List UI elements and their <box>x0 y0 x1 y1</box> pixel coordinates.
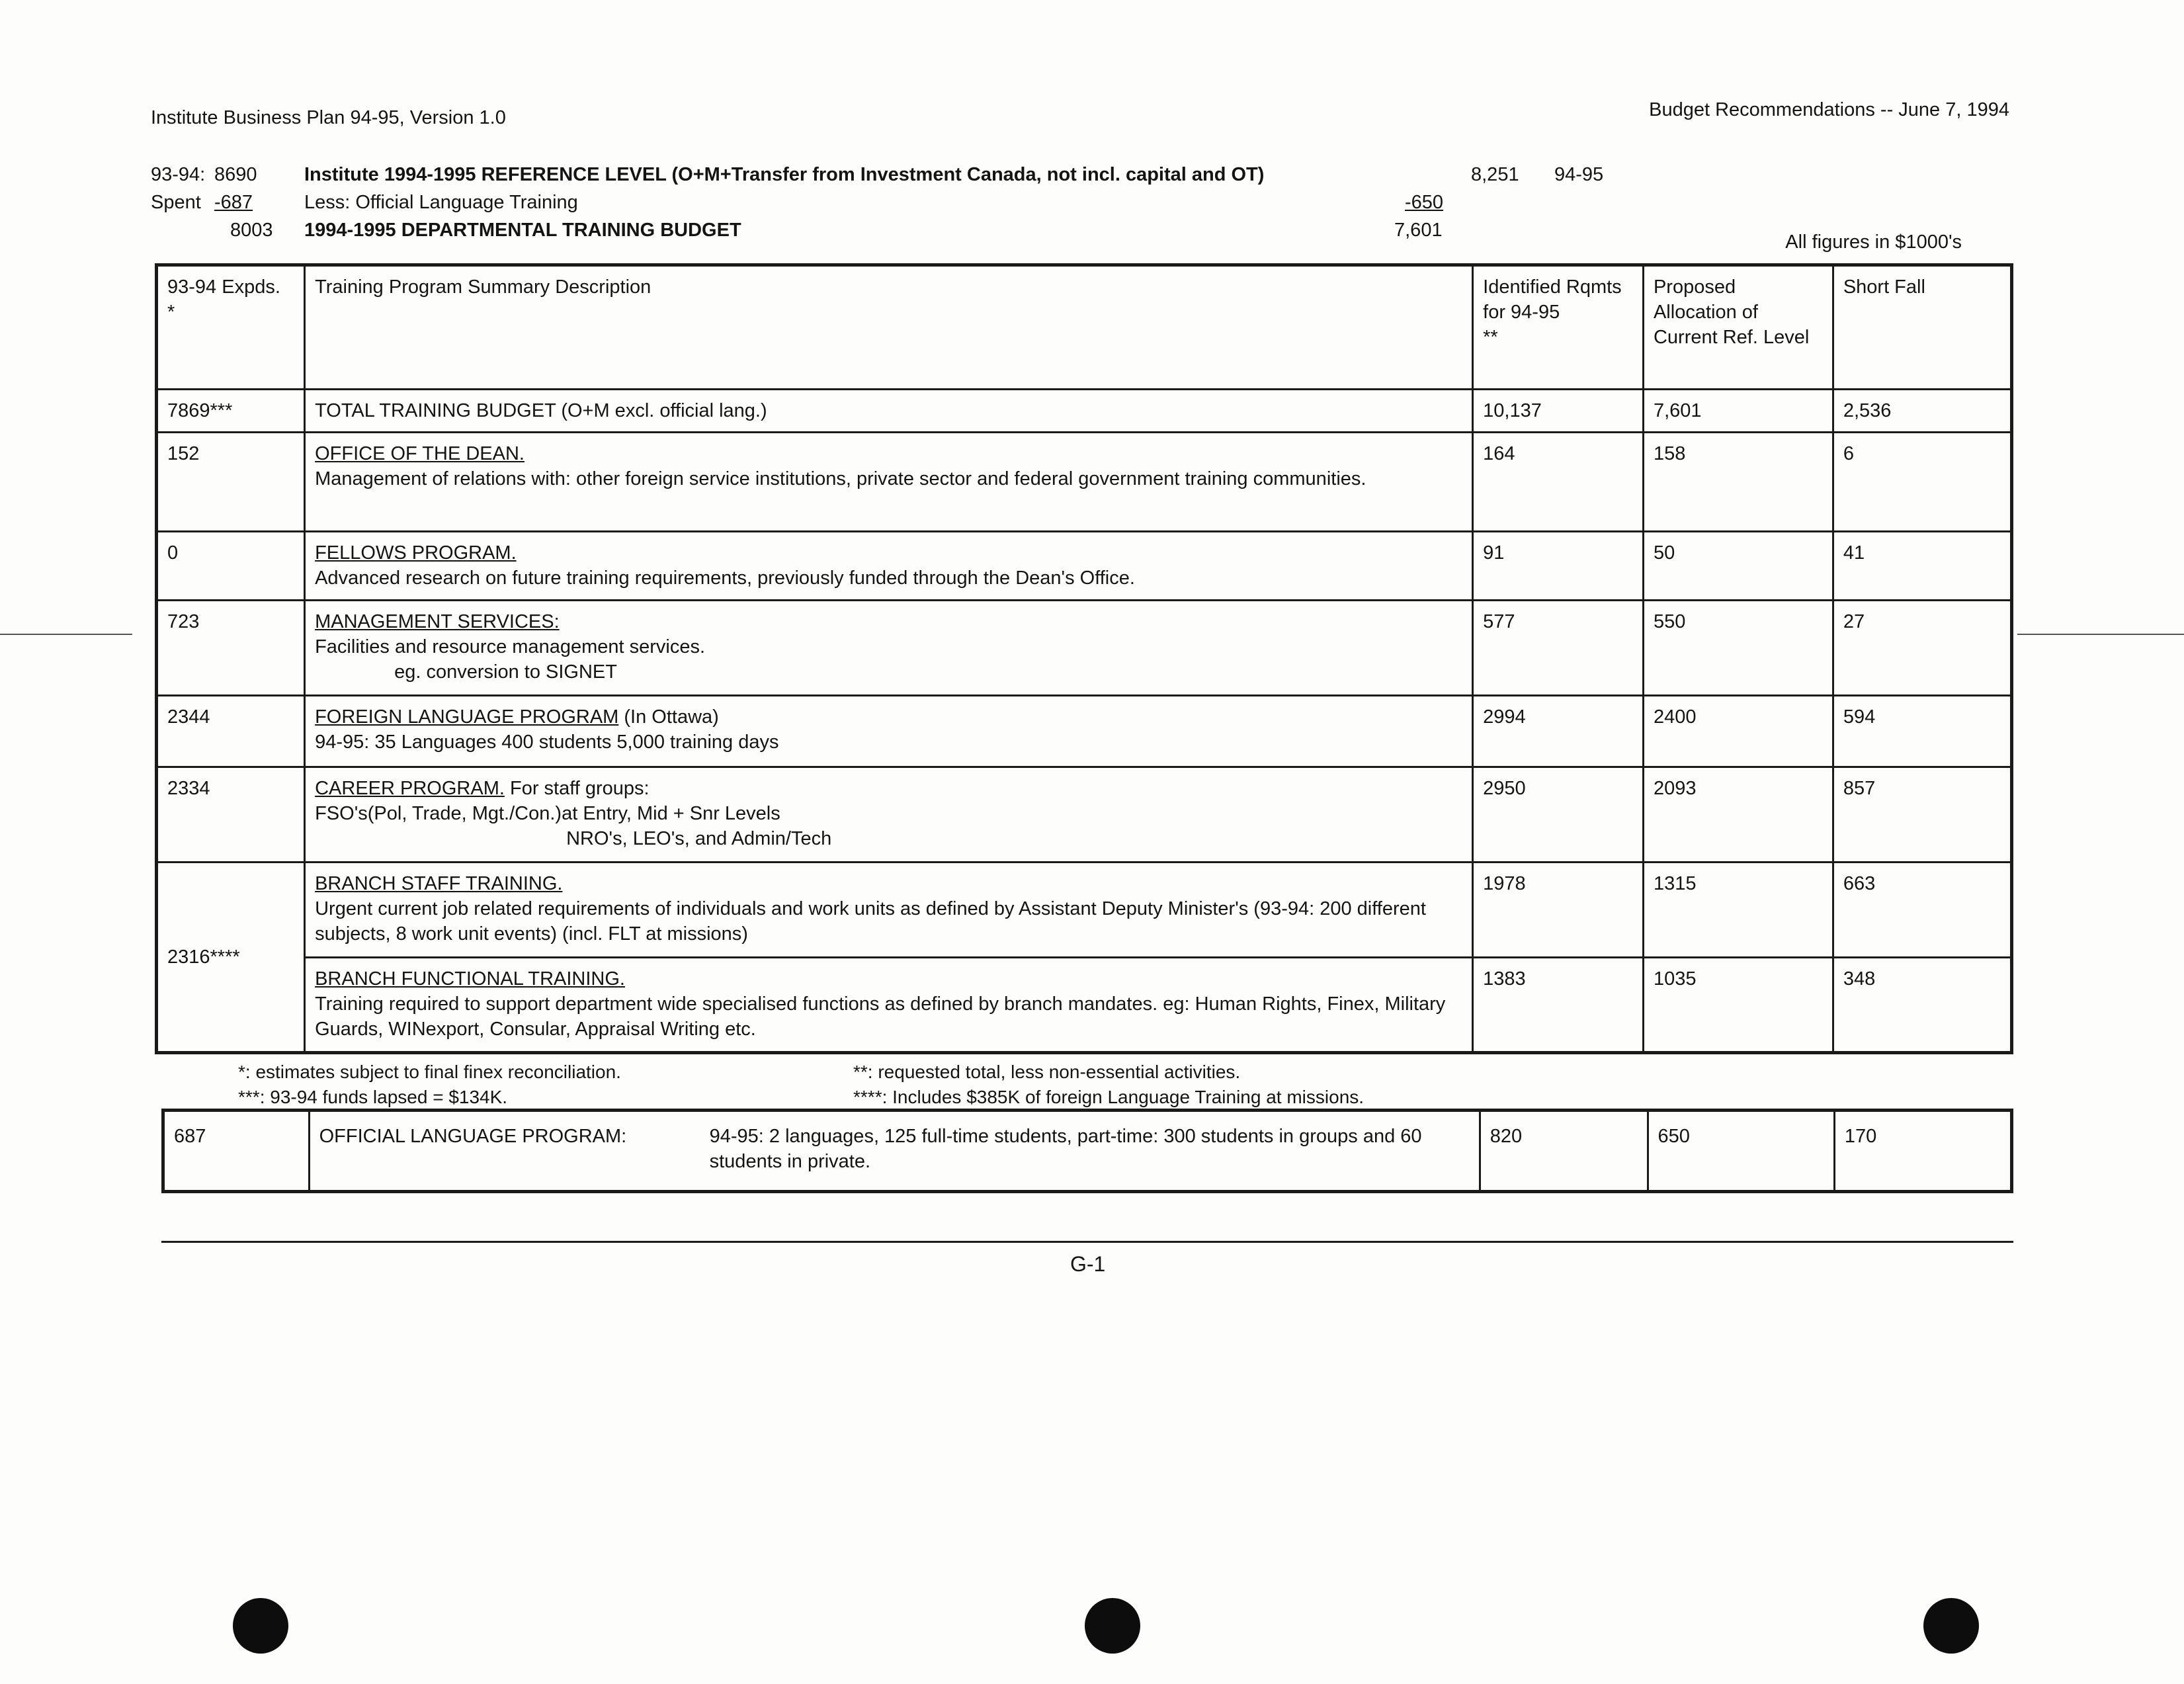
margin-dash-left <box>0 634 132 635</box>
table-row <box>157 696 2012 767</box>
program-detail: eg. conversion to SIGNET <box>394 661 617 683</box>
header-identified-mark: ** <box>1483 327 1498 348</box>
table-row <box>157 767 2012 863</box>
row-identified: 2950 <box>1473 767 1644 863</box>
punch-hole-left <box>233 1598 288 1654</box>
document-header-left: Institute Business Plan 94-95, Version 1.0 <box>151 107 506 128</box>
training-summary-table <box>155 263 2013 1054</box>
row-identified: 1978 <box>1473 863 1644 958</box>
olp-short: 170 <box>1834 1111 2011 1192</box>
row-desc <box>305 863 1473 958</box>
page-number: G-1 <box>1070 1252 1106 1276</box>
header-short-fall: Short Fall <box>1833 265 2011 390</box>
row-desc <box>305 958 1473 1053</box>
table-header-row <box>157 265 2012 390</box>
table-row <box>157 433 2012 532</box>
footer-rule <box>161 1241 2013 1243</box>
row-expds: 2334 <box>157 767 305 863</box>
row-desc <box>305 532 1473 601</box>
row-proposed: 550 <box>1643 601 1833 696</box>
reference-level-block <box>151 164 1659 247</box>
row-proposed: 2093 <box>1643 767 1833 863</box>
official-language-program-table <box>161 1109 2013 1193</box>
row-desc <box>305 601 1473 696</box>
row-short: 594 <box>1833 696 2011 767</box>
table-row <box>157 532 2012 601</box>
olp-desc-cell <box>309 1111 1480 1192</box>
header-description: Training Program Summary Description <box>305 265 1473 390</box>
budget-desc: 1994-1995 DEPARTMENTAL TRAINING BUDGET <box>304 220 741 241</box>
row-desc <box>305 767 1473 863</box>
row-identified: 91 <box>1473 532 1644 601</box>
row-identified: 1383 <box>1473 958 1644 1053</box>
reference-label: 93-94: <box>151 164 206 185</box>
row-expds: 152 <box>157 433 305 532</box>
program-title-suffix: (In Ottawa) <box>624 706 719 728</box>
reference-note: 94-95 <box>1554 164 1604 185</box>
program-title: BRANCH STAFF TRAINING. <box>315 873 563 894</box>
program-title: OFFICE OF THE DEAN. <box>315 443 525 464</box>
row-identified: 164 <box>1473 433 1644 532</box>
less-amount: -650 <box>1405 192 1444 213</box>
total-row <box>157 390 2012 433</box>
olp-proposed: 650 <box>1648 1111 1834 1192</box>
branch-expds: 2316**** <box>157 863 305 1053</box>
program-detail: Training required to support department wide specialised functions as defined by branch mandates. eg: Human Rights, Finex, Military Guards, WINexport, Consular, Appraisal Writing etc. <box>315 993 1446 1040</box>
punch-hole-right <box>1923 1598 1979 1654</box>
program-detail: Facilities and resource management services. <box>315 636 706 657</box>
header-proposed: Proposed Allocation of Current Ref. Level <box>1643 265 1833 390</box>
row-desc <box>305 433 1473 532</box>
row-short: 6 <box>1833 433 2011 532</box>
document-header-right: Budget Recommendations -- June 7, 1994 <box>1649 99 2009 120</box>
budget-row <box>151 220 1659 247</box>
row-short: 663 <box>1833 863 2011 958</box>
row-proposed: 50 <box>1643 532 1833 601</box>
header-expds-mark: * <box>167 302 175 323</box>
olp-label: OFFICIAL LANGUAGE PROGRAM: <box>319 1126 627 1147</box>
table-row <box>163 1111 2012 1192</box>
less-desc: Less: Official Language Training <box>304 192 578 213</box>
row-expds: 2344 <box>157 696 305 767</box>
total-expds: 7869*** <box>157 390 305 433</box>
header-expds: 93-94 Expds. * <box>157 265 305 390</box>
footnote: ****: Includes $385K of foreign Language Training at missions. <box>853 1087 1365 1107</box>
olp-expds: 687 <box>163 1111 310 1192</box>
program-title: BRANCH FUNCTIONAL TRAINING. <box>315 968 625 989</box>
total-short: 2,536 <box>1833 390 2011 433</box>
margin-dash-right <box>2017 634 2184 635</box>
row-identified: 2994 <box>1473 696 1644 767</box>
total-proposed: 7,601 <box>1643 390 1833 433</box>
olp-desc: 94-95: 2 languages, 125 full-time students, part-time: 300 students in groups and 60 students in private. <box>709 1126 1422 1172</box>
program-title: CAREER PROGRAM. <box>315 778 505 799</box>
row-short: 348 <box>1833 958 2011 1053</box>
less-value: -687 <box>214 192 253 213</box>
program-detail: Management of relations with: other foreign service institutions, private sector and federal government training communities. <box>315 468 1366 489</box>
program-detail: 94-95: 35 Languages 400 students 5,000 training days <box>315 732 779 753</box>
header-identified: Identified Rqmts for 94-95 ** <box>1473 265 1644 390</box>
table-row <box>157 958 2012 1053</box>
row-proposed: 1315 <box>1643 863 1833 958</box>
row-proposed: 158 <box>1643 433 1833 532</box>
footnotes <box>152 1060 2004 1110</box>
program-title: FOREIGN LANGUAGE PROGRAM <box>315 706 619 728</box>
row-identified: 577 <box>1473 601 1644 696</box>
row-expds: 0 <box>157 532 305 601</box>
footnote: ***: 93-94 funds lapsed = $134K. <box>238 1087 508 1107</box>
reference-desc: Institute 1994-1995 REFERENCE LEVEL (O+M+Transfer from Investment Canada, not incl. capital and OT) <box>304 164 1265 185</box>
row-proposed: 1035 <box>1643 958 1833 1053</box>
footnote: *: estimates subject to final finex reconciliation. <box>238 1062 621 1082</box>
figures-unit-note: All figures in $1000's <box>1785 232 1962 253</box>
reference-amount: 8,251 <box>1471 164 1519 185</box>
row-proposed: 2400 <box>1643 696 1833 767</box>
reference-row <box>151 164 1659 192</box>
punch-hole-center <box>1085 1598 1140 1654</box>
row-short: 41 <box>1833 532 2011 601</box>
budget-amount: 7,601 <box>1394 220 1443 241</box>
row-short: 857 <box>1833 767 2011 863</box>
row-short: 27 <box>1833 601 2011 696</box>
reference-value: 8690 <box>214 164 257 185</box>
program-title-suffix: For staff groups: <box>509 778 650 799</box>
program-detail: Urgent current job related requirements of individuals and work units as defined by Assistant Deputy Minister's (93-94: 200 different subjects, 8 work unit events) (incl. FLT at missions) <box>315 898 1426 945</box>
less-label: Spent <box>151 192 201 213</box>
total-identified: 10,137 <box>1473 390 1644 433</box>
program-title: FELLOWS PROGRAM. <box>315 542 517 564</box>
program-title: MANAGEMENT SERVICES: <box>315 611 560 632</box>
footnote: **: requested total, less non-essential activities. <box>853 1062 1241 1082</box>
table-row <box>157 863 2012 958</box>
row-expds: 723 <box>157 601 305 696</box>
program-detail: FSO's(Pol, Trade, Mgt./Con.)at Entry, Mid + Snr Levels <box>315 803 780 824</box>
olp-identified: 820 <box>1480 1111 1648 1192</box>
table-row <box>157 601 2012 696</box>
program-detail: Advanced research on future training requirements, previously funded through the Dean's Office. <box>315 568 1135 589</box>
total-desc: TOTAL TRAINING BUDGET (O+M excl. official lang.) <box>305 390 1473 433</box>
less-row <box>151 192 1659 220</box>
row-desc <box>305 696 1473 767</box>
budget-value: 8003 <box>230 220 273 241</box>
program-detail: NRO's, LEO's, and Admin/Tech <box>566 828 832 849</box>
